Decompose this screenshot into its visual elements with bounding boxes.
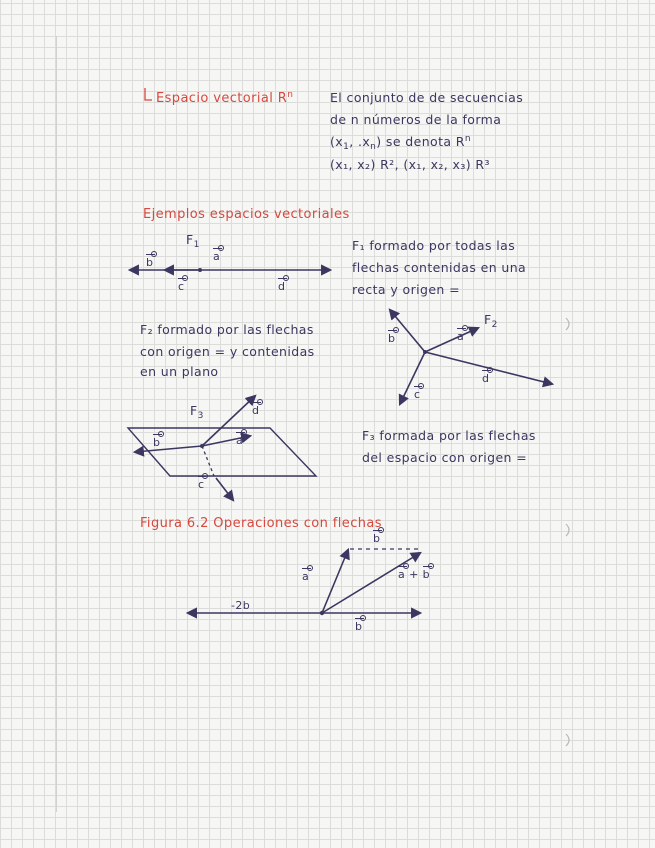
f3-description-line-1: F₃ formada por las flechas xyxy=(362,428,536,443)
f2-description-line-3: en un plano xyxy=(140,364,219,379)
definition-line-1: El conjunto de de secuencias xyxy=(330,90,524,105)
section-title: Espacio vectorial $R^n$ xyxy=(156,90,294,106)
f2-vector-d-label: d xyxy=(482,372,490,385)
definition-line-2: de n números de la forma xyxy=(330,112,502,127)
f2-vector-a-label: a xyxy=(457,330,465,343)
f1-vector-c-label: c xyxy=(178,280,185,293)
examples-title: Ejemplos espacios vectoriales xyxy=(143,207,350,222)
figure-vector-b-bottom-label: b xyxy=(355,620,363,633)
figure-vector-b-top-label: b xyxy=(373,532,381,545)
f2-description-line-2: con origen = y contenidas xyxy=(140,344,315,359)
figure-neg-2b-label: -2b xyxy=(231,599,251,612)
definition-line-3: ($x_1$, $.x_n$) se denota $R^n$ xyxy=(330,134,472,152)
f1-vector-a-label: a xyxy=(213,250,221,263)
margin-mark-1 xyxy=(566,318,569,330)
f1-line-diagram xyxy=(130,268,330,272)
f1-description-line-1: F₁ formado por todas las xyxy=(352,238,516,253)
f2-vector-b-label: b xyxy=(388,332,396,345)
f3-vector-a-label: a xyxy=(236,434,244,447)
f2-description-line-1: F₂ formado por las flechas xyxy=(140,322,314,337)
margin-mark-3 xyxy=(566,734,569,746)
f3-label: $F_3$ xyxy=(190,403,204,421)
f3-vector-c-label: c xyxy=(198,478,205,491)
f1-description-line-3: recta y origen = xyxy=(352,282,460,297)
figure-title: Figura 6.2 Operaciones con flechas xyxy=(140,516,382,531)
f1-description-line-2: flechas contenidas en una xyxy=(352,260,527,275)
f3-description-line-2: del espacio con origen = xyxy=(362,450,528,465)
figure-sum-label: a + b xyxy=(398,568,430,581)
f2-label: $F_2$ xyxy=(484,312,498,330)
f3-vector-b-label: b xyxy=(153,436,161,449)
f1-vector-d-label: d xyxy=(278,280,286,293)
figure-vector-a-label: a xyxy=(302,570,310,583)
f1-label: $F_1$ xyxy=(186,232,200,250)
f3-vector-d-label: d xyxy=(252,404,260,417)
f1-vector-b-label: b xyxy=(146,256,154,269)
definition-line-4: (x₁, x₂) R², (x₁, x₂, x₃) R³ xyxy=(330,157,490,172)
title-bullet-arrow xyxy=(145,88,152,100)
f2-vector-c-label: c xyxy=(414,388,421,401)
margin-mark-2 xyxy=(566,524,569,536)
